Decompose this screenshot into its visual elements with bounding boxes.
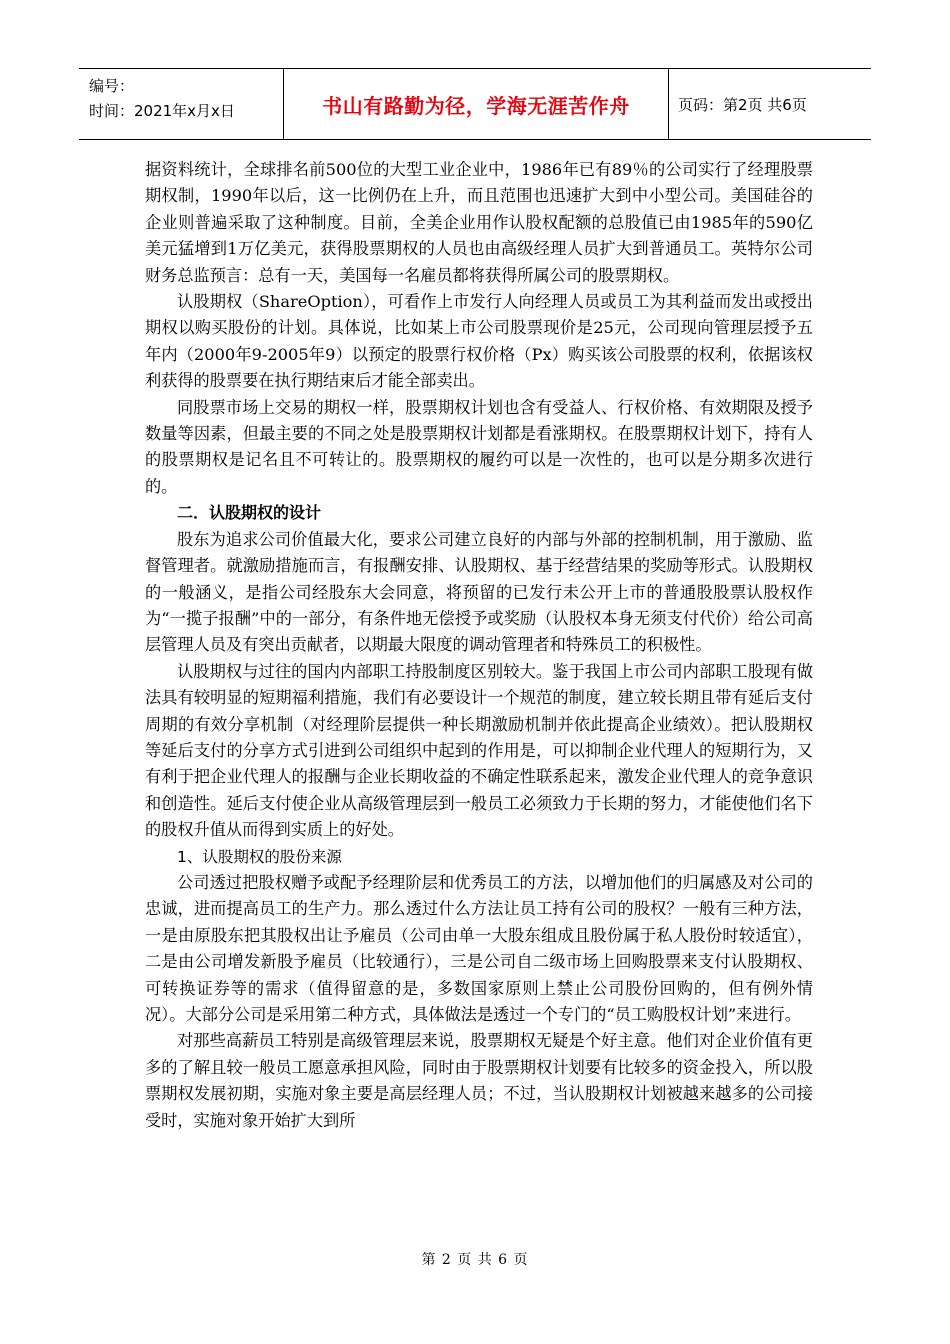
paragraph: 股东为追求公司价值最大化，要求公司建立良好的内部与外部的控制机制，用于激励、监督管理者。就激励措施而言，有报酬安排、认股期权、基于经营结果的奖励等形式。认股期权的一般涵义，是指公司经股东大会同意，将预留的已发行未公开上市的普通股股票认股权作为“一揽子报酬”中的一部分，有条件地无偿授予或奖励（认股权本身无须支付代价）给公司高层管理人员及有突出贡献者，以期最大限度的调动管理者和特殊员工的积极性。: [145, 529, 813, 655]
paragraph: 认股期权（ShareOption），可看作上市发行人向经理人员或员工为其利益而发出或授出期权以购买股份的计划。具体说，比如某上市公司股票现价是25元，公司现向管理层授予五年内（2000年9-2005年9）以预定的股票行权价格（Px）购买该公司股票的权利，依据该权利获得的股票要在执行期结束后才能全部卖出。: [145, 292, 813, 391]
paragraph: 认股期权与过往的国内内部职工持股制度区别较大。鉴于我国上市公司内部职工股现有做法具有较明显的短期福利措施，我们有必要设计一个规范的制度，建立较长期且带有延后支付周期的有效分享机制（对经理阶层提供一种长期激励机制并依此提高企业绩效）。把认股期权等延后支付的分享方式引进到公司组织中起到的作用是，可以抑制企业代理人的短期行为，又有利于把企业代理人的报酬与企业长期收益的不确定性联系起来，激发企业代理人的竞争意识和创造性。延后支付使企业从高级管理层到一般员工必须致力于长期的努力，才能使他们名下的股权升值从而得到实质上的好处。: [145, 661, 813, 840]
page-header: [79, 68, 871, 140]
subsection-heading: 1、认股期权的股份来源: [177, 847, 342, 866]
paragraph: 据资料统计，全球排名前500位的大型工业企业中，1986年已有89％的公司实行了经理股票期权制，1990年以后，这一比例仍在上升，而且范围也迅速扩大到中小型公司。美国硅谷的企业则普遍采取了这种制度。目前，全美企业用作认股权配额的总股值已由1985年的590亿美元猛增到1万亿美元，获得股票期权的人员也由高级经理人员扩大到普通员工。英特尔公司财务总监预言：总有一天，美国每一名雇员都将获得所属公司的股票期权。: [145, 160, 813, 285]
header-meta: [79, 69, 284, 139]
document-time-label: 时间：2021年x月x日: [89, 102, 235, 120]
document-body: [145, 157, 813, 1134]
header-motto-cell: [284, 69, 669, 139]
header-page-info: 页码：第2页 共6页: [678, 95, 807, 114]
paragraph: 公司透过把股权赠予或配予经理阶层和优秀员工的方法，以增加他们的归属感及对公司的忠诚，进而提高员工的生产力。那么透过什么方法让员工持有公司的股权？一般有三种方法，一是由原股东把其股权出让予雇员（公司由单一大股东组成且股份属于私人股份时较适宜），二是由公司增发新股予雇员（比较通行），三是公司自二级市场上回购股票来支付认股期权、可转换证券等的需求（值得留意的是，多数国家原则上禁止公司股份回购的，但有例外情况）。大部分公司是采用第二种方式，具体做法是透过一个专门的“员工购股权计划”来进行。: [145, 872, 813, 1024]
paragraph: 对那些高薪员工特别是高级管理层来说，股票期权无疑是个好主意。他们对企业价值有更多的了解且较一般员工愿意承担风险，同时由于股票期权计划要有比较多的资金投入，所以股票期权发展初期，实施对象主要是高层经理人员；不过，当认股期权计划被越来越多的公司接受时，实施对象开始扩大到所: [145, 1031, 813, 1130]
section-heading: 二．认股期权的设计: [177, 503, 322, 523]
document-number-label: 编号：: [89, 77, 135, 95]
header-motto: 书山有路勤为径，学海无涯苦作舟: [322, 93, 630, 118]
page-footer: 第 2 页 共 6 页: [421, 1252, 529, 1268]
paragraph: 同股票市场上交易的期权一样，股票期权计划也含有受益人、行权价格、有效期限及授予数量等因素，但最主要的不同之处是股票期权计划都是看涨期权。在股票期权计划下，持有人的股票期权是记名且不可转让的。股票期权的履约可以是一次性的，也可以是分期多次进行的。: [145, 397, 813, 496]
